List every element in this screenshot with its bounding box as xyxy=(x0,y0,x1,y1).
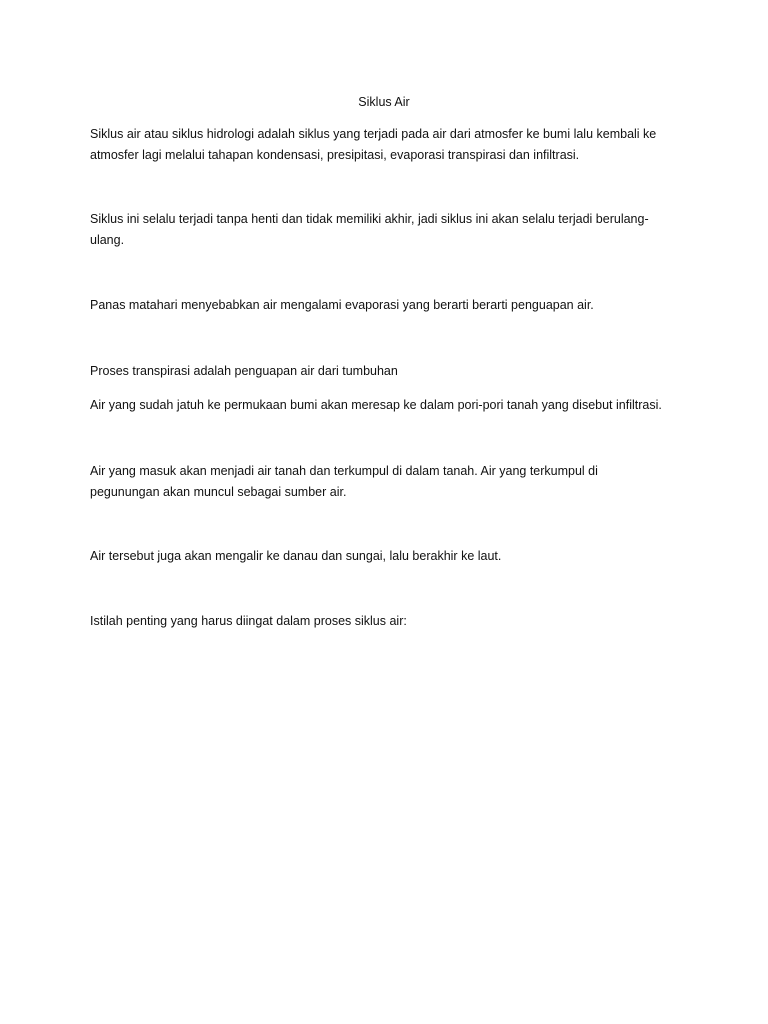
paragraph-flow xyxy=(90,546,680,567)
paragraph-line: Siklus air atau siklus hidrologi adalah siklus yang terjadi pada air dari atmosfer ke bumi lalu kembali ke xyxy=(90,127,657,141)
paragraph-line: pegunungan akan muncul sebagai sumber air. xyxy=(90,485,347,499)
paragraph-groundwater xyxy=(90,461,680,503)
paragraph-infiltration xyxy=(90,395,680,416)
paragraph-line: Panas matahari menyebabkan air mengalami evaporasi yang berarti berarti penguapan air. xyxy=(90,298,594,312)
paragraph-line: Air yang masuk akan menjadi air tanah dan terkumpul di dalam tanah. Air yang terkumpul di xyxy=(90,464,598,478)
paragraph-definition xyxy=(90,124,680,166)
paragraph-transpiration xyxy=(90,361,680,382)
paragraph-line: Air tersebut juga akan mengalir ke danau dan sungai, lalu berakhir ke laut. xyxy=(90,549,502,563)
paragraph-evaporation xyxy=(90,295,680,316)
paragraph-terms-heading xyxy=(90,611,680,632)
paragraph-line: Siklus ini selalu terjadi tanpa henti dan tidak memiliki akhir, jadi siklus ini akan selalu terjadi berulang- xyxy=(90,212,649,226)
paragraph-continuous-cycle xyxy=(90,209,680,251)
document-title: Siklus Air xyxy=(358,95,410,109)
paragraph-line: Air yang sudah jatuh ke permukaan bumi akan meresap ke dalam pori-pori tanah yang disebut infiltrasi. xyxy=(90,398,662,412)
paragraph-line: ulang. xyxy=(90,233,125,247)
paragraph-line: atmosfer lagi melalui tahapan kondensasi, presipitasi, evaporasi transpirasi dan infiltrasi. xyxy=(90,148,580,162)
paragraph-line: Proses transpirasi adalah penguapan air dari tumbuhan xyxy=(90,364,398,378)
paragraph-line: Istilah penting yang harus diingat dalam proses siklus air: xyxy=(90,614,407,628)
